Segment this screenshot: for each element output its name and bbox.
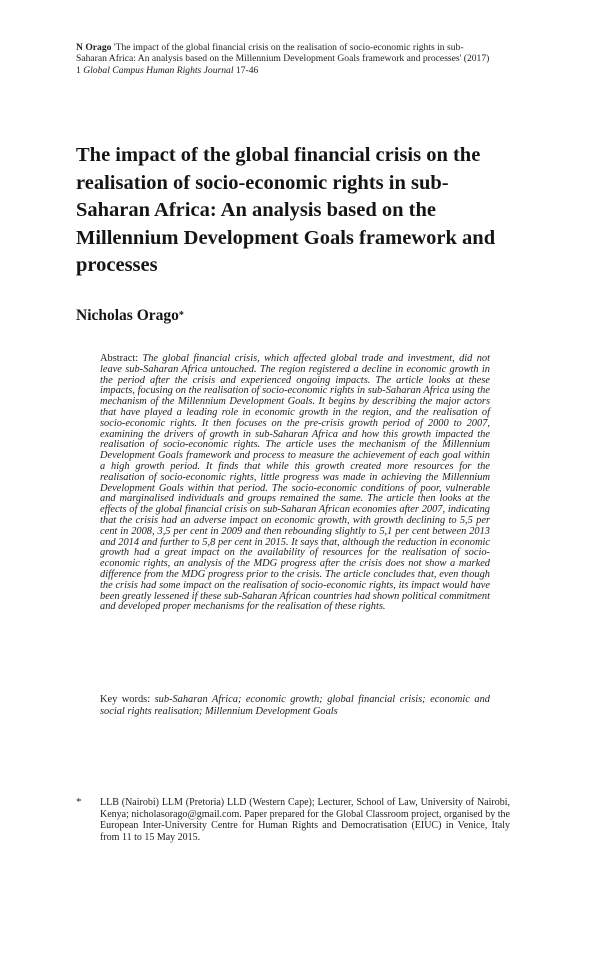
keywords-label: Key words: — [100, 694, 151, 705]
citation-line-1-text: 'The impact of the global financial crisis on the realisation of socio-economic rights in sub- — [111, 42, 464, 53]
citation-line-3 — [76, 65, 508, 76]
abstract — [100, 354, 490, 613]
article-title: The impact of the global financial crisis on the realisation of socio-economic rights in sub-Saharan Africa: An analysis based on the Millennium Development Goals framework and processes — [76, 144, 496, 276]
citation-line-1 — [76, 42, 508, 53]
keywords — [100, 694, 490, 717]
footnote-marker: * — [76, 796, 82, 808]
author-footnote-marker[interactable]: * — [178, 310, 184, 321]
citation-line-2: Saharan Africa: An analysis based on the Millennium Development Goals framework and processes' (2017) — [76, 53, 490, 65]
citation-journal: Global Campus Human Rights Journal — [83, 64, 234, 76]
citation-volume: 1 — [76, 64, 84, 76]
abstract-label: Abstract: — [100, 353, 139, 364]
citation-pages: 17-46 — [233, 64, 259, 76]
citation-author: N Orago — [76, 42, 112, 53]
footnote-text: LLB (Nairobi) LLM (Pretoria) LLD (Western Cape); Lecturer, School of Law, University of Nairobi, Kenya; nicholasorago@gmail.com. Paper prepared for the Global Classroom project, organised by the European Inter-University Centre for Human Rights and Democratisation (EIUC) in Venice, Italy from 11 to 15 May 2015. — [100, 797, 510, 843]
article-author — [76, 306, 184, 326]
abstract-text: The global financial crisis, which affected global trade and investment, did not leave sub-Saharan Africa untouched. The region registered a decline in economic growth in the period after the crisis and experienced ongoing impacts. The article looks at these impacts, focusing on the realisation of socio-economic rights in sub-Saharan Africa using the mechanism of the Millennium Development Goals. It begins by describing the major actors that have played a leading role in economic growth in the region, and the realisation of socio-economic rights. It then focuses on the pre-crisis growth period of 2000 to 2007, examining the drivers of growth in sub-Saharan Africa and how this growth impacted the realisation of socio-economic rights. The article uses the mechanism of the Millennium Development Goals framework and process to measure the achievement of each goal within a high growth period. It finds that while this growth created more resources for the realisation of socio-economic rights, little progress was made in achieving the Millennium Development Goals within that period. The socio-economic conditions of poor, vulnerable and marginalised individuals and groups remained the same. The article then looks at the effects of the global financial crisis on sub-Saharan African economies after 2007, indicating that the crisis had an adverse impact on economic growth, with growth declining to 5,5 per cent in 2008, 3,5 per cent in 2009 and then rebounding slightly to 5,1 per cent between 2013 and 2014 and further to 5,8 per cent in 2015. It says that, although the reduction in economic growth had a great impact on the availability of resources for the realisation of socio-economic rights, an analysis of the MDG progress after the crisis does not show a marked difference from the MDG progress prior to the crisis. The article concludes that, even though the crisis had some impact on the realisation of socio-economic rights, its impact would have been greatly lessened if these sub-Saharan African countries had shown political commitment and developed proper mechanisms for the realisation of these rights. — [100, 353, 490, 613]
citation-header — [76, 42, 508, 76]
author-name: Nicholas Orago — [76, 307, 179, 324]
footnote — [76, 797, 510, 843]
keywords-text: sub-Saharan Africa; economic growth; global financial crisis; economic and social rights realisation; Millennium Development Goals — [100, 694, 491, 717]
